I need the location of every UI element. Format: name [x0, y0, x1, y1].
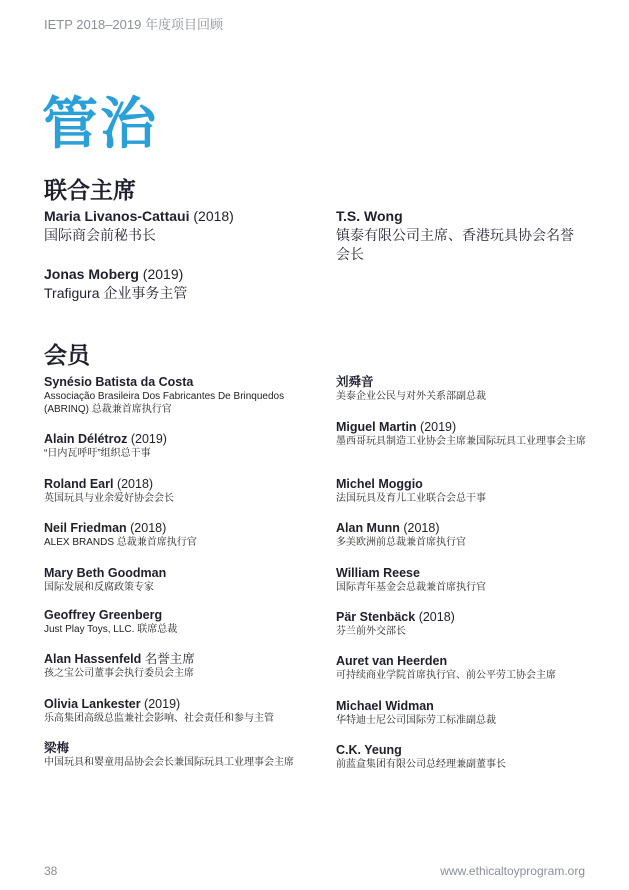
member-name: Auret van Heerden [336, 654, 448, 668]
member-entry [44, 607, 306, 636]
members-heading: 会员 [44, 342, 90, 368]
member-role: 墨西哥玩具制造工业协会主席兼国际玩具工业理事会主席 [336, 436, 586, 447]
member-year: (2019) [140, 697, 181, 711]
member-name: Neil Friedman [44, 521, 127, 535]
member-name: Alan Hassenfeld [44, 652, 142, 666]
member-name: Roland Earl [44, 477, 114, 491]
member-entry [336, 476, 598, 505]
member-role: 美泰企业公民与对外关系部副总裁 [336, 391, 486, 402]
member-role: 英国玩具与业余爱好协会会长 [44, 493, 174, 504]
member-entry [336, 565, 598, 594]
member-role: ALEX BRANDS 总裁兼首席执行官 [44, 537, 197, 548]
member-entry [44, 476, 306, 505]
page-number: 38 [44, 864, 58, 878]
member-name: Michael Widman [336, 699, 434, 713]
cochair-entry [44, 265, 314, 303]
cochair-name: T.S. Wong [336, 208, 403, 224]
member-name: William Reese [336, 566, 420, 580]
member-entry [336, 653, 598, 682]
member-entry [44, 651, 306, 680]
member-entry [44, 740, 306, 769]
member-name: Olivia Lankester [44, 697, 141, 711]
cochair-role: Trafigura 企业事务主管 [44, 285, 188, 301]
member-name: Pär Stenbäck [336, 610, 416, 624]
member-entry [336, 698, 598, 727]
member-entry [44, 431, 306, 460]
cochair-role: 镇泰有限公司主席、香港玩具协会名誉会长 [336, 227, 574, 262]
cochair-year: (2018) [189, 208, 234, 224]
member-entry [336, 609, 598, 638]
member-role: 国际青年基金会总裁兼首席执行官 [336, 582, 486, 593]
cochair-year: (2019) [138, 266, 184, 282]
member-entry [44, 520, 306, 549]
member-entry [336, 742, 598, 771]
cochair-entry [336, 207, 586, 264]
cochair-name: Jonas Moberg [44, 266, 139, 282]
cochair-entry [44, 207, 314, 245]
member-role: Just Play Toys, LLC. 联席总裁 [44, 624, 178, 635]
member-name: 刘舜音 [336, 375, 374, 389]
member-role: 孩之宝公司董事会执行委员会主席 [44, 668, 194, 679]
member-role: 多美欧洲前总裁兼首席执行官 [336, 537, 466, 548]
member-role: 前蓝盒集团有限公司总经理兼副董事长 [336, 759, 506, 770]
member-entry [336, 374, 598, 403]
member-name: Alain Délétroz [44, 432, 128, 446]
member-year: (2018) [126, 521, 167, 535]
member-entry [336, 419, 598, 448]
member-role: 芬兰前外交部长 [336, 626, 406, 637]
member-year: (2019) [127, 432, 167, 446]
member-year: (2018) [415, 610, 455, 624]
member-entry [44, 374, 306, 416]
member-role: 可持续商业学院首席执行官、前公平劳工协会主席 [336, 670, 556, 681]
member-entry [44, 696, 306, 725]
cochair-role: 国际商会前秘书长 [44, 227, 156, 243]
page-header: IETP 2018–2019 年度项目回顾 [44, 17, 223, 32]
member-role: 法国玩具及育儿工业联合会总干事 [336, 493, 486, 504]
member-role: Associação Brasileira Dos Fabricantes De Brinquedos (ABRINQ) 总裁兼首席执行官 [44, 391, 285, 415]
member-name: C.K. Yeung [336, 743, 402, 757]
member-name: Synésio Batista da Costa [44, 375, 194, 389]
cochairs-heading: 联合主席 [44, 177, 136, 203]
member-entry [44, 565, 306, 594]
member-role: 乐高集团高级总监兼社会影响、社会责任和参与主管 [44, 713, 274, 724]
member-name: Alan Munn [336, 521, 400, 535]
member-name: Miguel Martin [336, 420, 417, 434]
member-year: (2019) [416, 420, 457, 434]
member-name: Michel Moggio [336, 477, 423, 491]
member-role: 华特迪士尼公司国际劳工标准副总裁 [336, 715, 496, 726]
member-name: Geoffrey Greenberg [44, 608, 163, 622]
member-entry [336, 520, 598, 549]
member-role: 国际发展和反腐政策专家 [44, 582, 154, 593]
footer-url: www.ethicaltoyprogram.org [440, 864, 585, 878]
member-role: “日内瓦呼吁”组织总干事 [44, 448, 151, 459]
page-title: 管治 [42, 92, 158, 155]
member-role: 中国玩具和婴童用品协会会长兼国际玩具工业理事会主席 [44, 757, 294, 768]
member-year: (2018) [113, 477, 154, 491]
cochair-name: Maria Livanos-Cattaui [44, 208, 190, 224]
member-year: 名誉主席 [141, 652, 195, 666]
member-year: (2018) [399, 521, 440, 535]
member-name: Mary Beth Goodman [44, 566, 167, 580]
member-name: 梁梅 [44, 741, 70, 755]
